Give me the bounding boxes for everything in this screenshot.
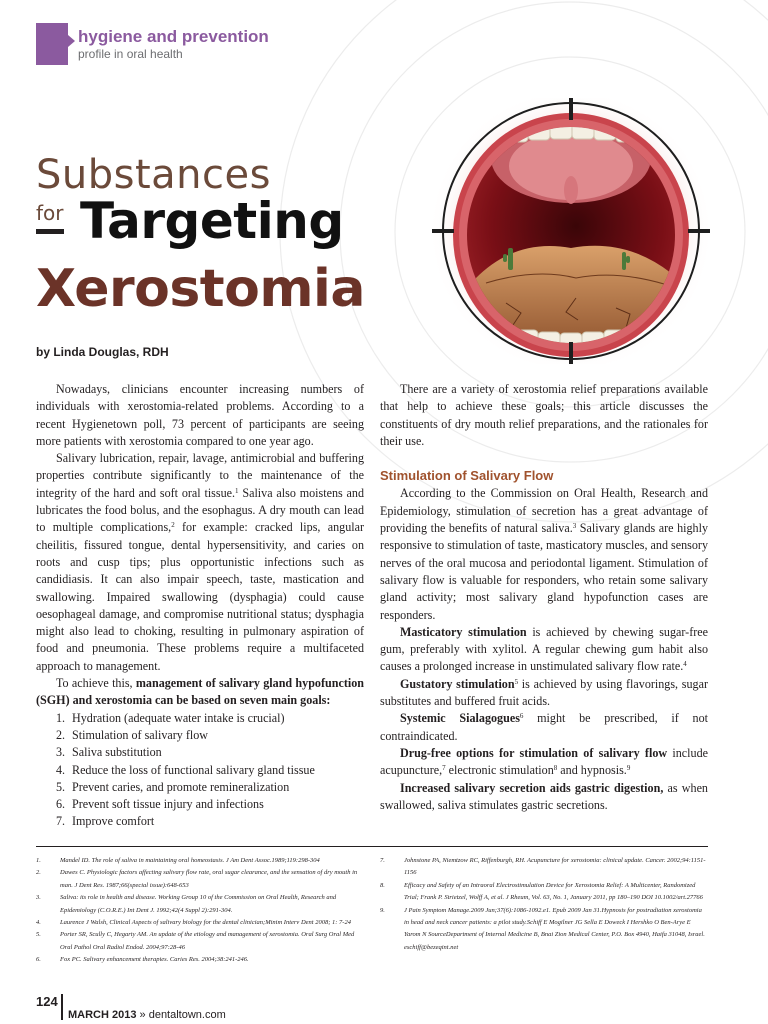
title-for: for bbox=[36, 201, 64, 225]
section-color-block bbox=[36, 23, 68, 65]
list-item: 5. Prevent caries, and promote remineralization bbox=[56, 779, 290, 794]
reference-item: 2. Dawes C. Physiologic factors affecting salivary flow rate, oral sugar clearance, and the sensation of dry mouth in man. J Dent Res. 1987;66(special issue):648-653 bbox=[36, 869, 358, 889]
reference-item: 7. Johnstone PA, Niemtzow RC, Riffenburgh, RH. Acupuncture for xerostomia: clinical update. Cancer. 2002;94:1151-1156 bbox=[380, 857, 706, 877]
reference-item: 4. Laurence J Walsh, Clinical Aspects of salivary biology for the dental clinician;Minim Interv Dent 2008; 1: 7-24 bbox=[36, 919, 351, 927]
list-item: 4. Reduce the loss of functional salivary gland tissue bbox=[56, 762, 315, 777]
page-number: 124 bbox=[36, 994, 58, 1009]
open-mouth-crosshair-illustration bbox=[426, 98, 716, 364]
goals-intro: To achieve this, management of salivary gland hypofunction (SGH) and xerostomia can be based on seven main goals: bbox=[36, 676, 364, 708]
title-xerostomia: Xerostomia bbox=[36, 259, 365, 319]
masticatory-paragraph: Masticatory stimulation is achieved by chewing sugar-free gum, preferably with xylitol. A regular chewing gum habit also causes a prolonged increase in unstimulated salivary flow rate.$^4$ bbox=[380, 624, 708, 674]
title-dash bbox=[36, 229, 64, 234]
drug-free-paragraph: Drug-free options for stimulation of salivary flow include acupuncture,$^7$ electronic stimulation$^8$ and hypnosis.$^9$ bbox=[380, 745, 708, 778]
reference-item: 9. J Pain Symptom Manage.2009 Jun;37(6):1086-1092.e1. Epub 2009 Jan 31.Hypnosis for postradiation xerostomia in head and neck cancer patients: a pilot study.Schiff E Mogilner JG Sella E Doweck I Hershko O Ben-Arye E Yarom N SourceDepartment of Internal Medicine B, Bnai Zion Medical Center, P.O. Box 4940, Haifa 31048, Israel. eschiff@bezeqint.net bbox=[380, 906, 705, 951]
reference-item: 6. Fox PC. Salivary enhancement therapies. Caries Res. 2004;38:241-246. bbox=[36, 956, 249, 964]
gustatory-paragraph: Gustatory stimulation$^5$ is achieved by using flavorings, sugar substitutes and buffered fruit acids. bbox=[380, 676, 708, 709]
reference-item: 3. Saliva: its role in health and disease. Working Group 10 of the Commission on Oral Health, Research and Epidemiology (C.O.R.E.) Int Dent J. 1992;42(4 Suppl 2):291-304. bbox=[36, 894, 337, 914]
references-right bbox=[380, 855, 708, 954]
section-title: hygiene and prevention bbox=[78, 27, 269, 46]
list-item: 2. Stimulation of salivary flow bbox=[56, 727, 209, 742]
right-column bbox=[380, 381, 708, 814]
footer-issue: MARCH 2013 » dentaltown.com bbox=[68, 1009, 226, 1021]
list-item: 3. Saliva substitution bbox=[56, 745, 162, 760]
section-arrow-icon bbox=[68, 35, 75, 47]
reference-item: 1. Mandel ID. The role of saliva in maintaining oral homeostasis. J Am Dent Assoc.1989;119:298-304 bbox=[36, 857, 320, 864]
byline: by Linda Douglas, RDH bbox=[36, 345, 169, 359]
list-item: 6. Prevent soft tissue injury and infections bbox=[56, 797, 264, 812]
relief-paragraph: There are a variety of xerostomia relief preparations available that help to achieve these goals; this article discusses the constituents of dry mouth relief preparations, and the rationales for their use. bbox=[380, 382, 708, 448]
commission-paragraph: According to the Commission on Oral Health, Research and Epidemiology, stimulation of secretion has a great advantage of providing the benefits of natural saliva.$^3$ Salivary glands are highly responsive to stimulation of taste, masticatory muscles, and sensory nerves of the oral mucosa and periodontal ligament. Stimulation of salivary flow is valuable for responders, who retain some salivary gland activity; most salivary gland hypofunction cases are responders. bbox=[380, 486, 708, 622]
references-divider bbox=[36, 846, 708, 847]
title-targeting: Targeting bbox=[80, 192, 344, 250]
list-item: 1. Hydration (adequate water intake is crucial) bbox=[56, 710, 285, 725]
reference-item: 5. Porter SR, Scully C, Hegarty AM. An update of the etiology and management of xerostomia. Oral Surg Oral Med Oral Pathol Oral Radiol Endod. 2004;97:28-46 bbox=[36, 931, 355, 951]
title-substances: Substances bbox=[36, 152, 271, 198]
list-item: 7. Improve comfort bbox=[56, 814, 155, 829]
reference-item: 8. Efficacy and Safety of an Intraoral Electrostimulation Device for Xerostomia Relief: A Multicenter, Randomized Trial; Frank P. Strietzel, Wolff A, et al. J Rheum, Vol. 63, No. 1, January 2011, pp 180–190 DOI 10.1002/art.27766 bbox=[380, 881, 703, 902]
references-left bbox=[36, 855, 364, 967]
saliva-paragraph: Salivary lubrication, repair, lavage, antimicrobial and buffering properties contribute significantly to the maintenance of the integrity of the hard and soft oral tissue.$^1$ Saliva also moistens and lubricates the food bolus, and the esophagus. A dry mouth can lead to multiple complications,$^2$ for example: cracked lips, angular cheilitis, fissured tongue, dental hypersensitivity, and caries on roots and cusp tips; plus opportunistic infections such as candidiasis. It can also impair speech, taste, mastication and swallowing. Impaired swallowing (dysphagia) could cause oesophageal damage, and compromise nutritional status; dysphagia might also lead to choking, resulting in pulmonary aspiration of food and pneumonia. These problems require a multifaceted approach to management. bbox=[36, 451, 364, 673]
left-column bbox=[36, 381, 364, 831]
sialagogues-paragraph: Systemic Sialagogues$^6$ might be prescribed, if not contraindicated. bbox=[380, 711, 708, 743]
footer-divider bbox=[61, 994, 63, 1020]
section-subtitle: profile in oral health bbox=[78, 47, 183, 61]
intro-paragraph: Nowadays, clinicians encounter increasing numbers of individuals with xerostomia-related problems. According to a recent Hygienetown poll, 73 percent of participants are seeing more patients with xerostomia compared to one year ago. bbox=[36, 382, 364, 448]
goals-list bbox=[36, 710, 364, 831]
section-heading: Stimulation of Salivary Flow bbox=[380, 468, 554, 484]
digestion-paragraph: Increased salivary secretion aids gastric digestion, as when swallowed, saliva stimulates gastric secretions. bbox=[380, 780, 708, 812]
